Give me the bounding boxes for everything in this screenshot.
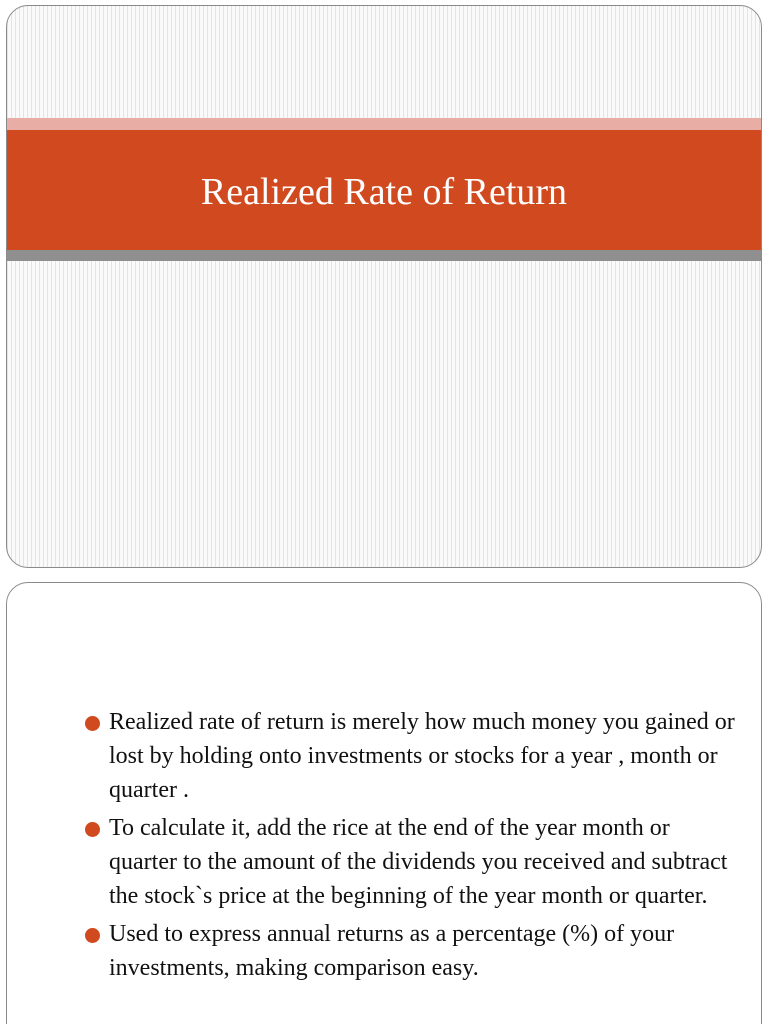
content-slide — [6, 582, 762, 1024]
bullet-dot-icon — [85, 928, 100, 943]
bullet-item — [85, 811, 735, 913]
bullet-item — [85, 705, 735, 807]
bullet-item — [85, 917, 735, 985]
bullet-dot-icon — [85, 822, 100, 837]
bullet-text: Realized rate of return is merely how much money you gained or lost by holding onto investments or stocks for a year , month or quarter . — [109, 709, 735, 803]
bullet-text: Used to express annual returns as a percentage (%) of your investments, making comparison easy. — [109, 921, 675, 981]
bullet-text: To calculate it, add the rice at the end of the year month or quarter to the amount of the dividends you received and subtract the stock`s price at the beginning of the year month or quarter. — [109, 815, 728, 909]
title-slide — [6, 5, 762, 568]
slide-title: Realized Rate of Return — [200, 171, 568, 213]
title-band-top-stripe — [7, 118, 761, 130]
title-band-bottom-stripe — [7, 250, 761, 261]
bullet-dot-icon — [85, 716, 100, 731]
bullet-list — [85, 705, 735, 989]
